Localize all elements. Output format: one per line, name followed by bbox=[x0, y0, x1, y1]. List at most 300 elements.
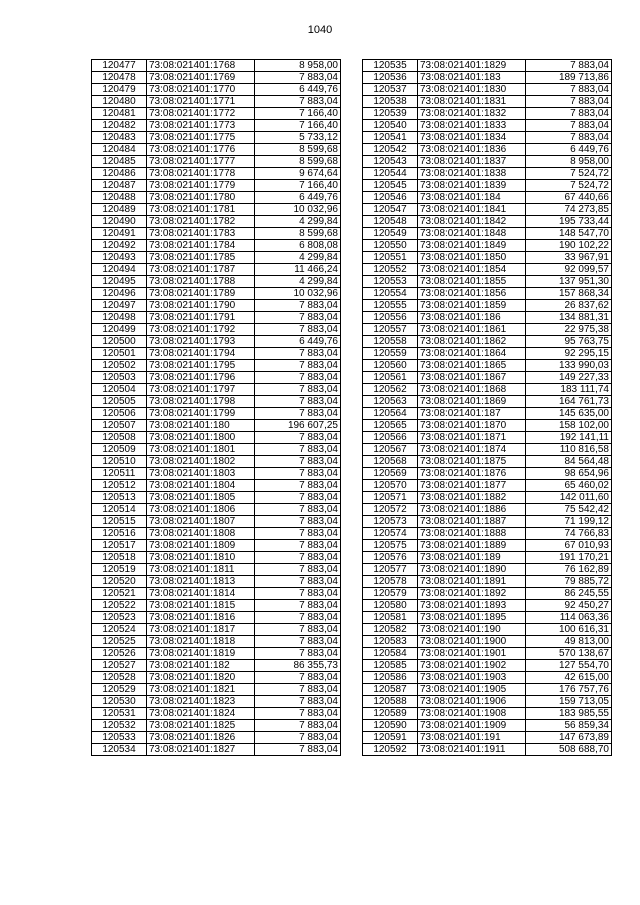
table-row bbox=[92, 336, 341, 348]
row-number-cell: 120491 bbox=[92, 228, 147, 240]
value-cell: 6 449,76 bbox=[255, 336, 341, 348]
value-cell: 33 967,91 bbox=[526, 252, 612, 264]
cadastral-number-cell: 73:08:021401:1780 bbox=[147, 192, 255, 204]
table-row bbox=[92, 528, 341, 540]
cadastral-number-cell: 73:08:021401:1875 bbox=[418, 456, 526, 468]
cadastral-number-cell: 73:08:021401:1859 bbox=[418, 300, 526, 312]
row-number-cell: 120479 bbox=[92, 84, 147, 96]
value-cell: 7 883,04 bbox=[255, 312, 341, 324]
left-register-table bbox=[91, 59, 341, 756]
cadastral-number-cell: 73:08:021401:1790 bbox=[147, 300, 255, 312]
value-cell: 8 958,00 bbox=[255, 60, 341, 72]
table-row bbox=[92, 576, 341, 588]
table-row bbox=[363, 204, 612, 216]
row-number-cell: 120566 bbox=[363, 432, 418, 444]
value-cell: 7 166,40 bbox=[255, 180, 341, 192]
cadastral-number-cell: 73:08:021401:1781 bbox=[147, 204, 255, 216]
table-row bbox=[92, 192, 341, 204]
cadastral-number-cell: 73:08:021401:1877 bbox=[418, 480, 526, 492]
table-row bbox=[363, 168, 612, 180]
row-number-cell: 120536 bbox=[363, 72, 418, 84]
table-row bbox=[363, 528, 612, 540]
value-cell: 7 883,04 bbox=[255, 480, 341, 492]
row-number-cell: 120532 bbox=[92, 720, 147, 732]
value-cell: 159 713,05 bbox=[526, 696, 612, 708]
cadastral-number-cell: 73:08:021401:1824 bbox=[147, 708, 255, 720]
cadastral-number-cell: 73:08:021401:1830 bbox=[418, 84, 526, 96]
table-row bbox=[363, 432, 612, 444]
cadastral-number-cell: 73:08:021401:1795 bbox=[147, 360, 255, 372]
table-row bbox=[92, 732, 341, 744]
value-cell: 7 883,04 bbox=[255, 528, 341, 540]
value-cell: 100 616,31 bbox=[526, 624, 612, 636]
value-cell: 149 227,33 bbox=[526, 372, 612, 384]
table-row bbox=[363, 252, 612, 264]
table-row bbox=[92, 564, 341, 576]
cadastral-number-cell: 73:08:021401:1874 bbox=[418, 444, 526, 456]
value-cell: 110 816,58 bbox=[526, 444, 612, 456]
value-cell: 190 102,22 bbox=[526, 240, 612, 252]
table-row bbox=[92, 552, 341, 564]
table-row bbox=[92, 216, 341, 228]
table-row bbox=[92, 360, 341, 372]
table-row bbox=[92, 708, 341, 720]
row-number-cell: 120550 bbox=[363, 240, 418, 252]
value-cell: 7 883,04 bbox=[255, 492, 341, 504]
row-number-cell: 120499 bbox=[92, 324, 147, 336]
row-number-cell: 120531 bbox=[92, 708, 147, 720]
cadastral-number-cell: 73:08:021401:1831 bbox=[418, 96, 526, 108]
table-row bbox=[363, 384, 612, 396]
row-number-cell: 120495 bbox=[92, 276, 147, 288]
cadastral-number-cell: 73:08:021401:1909 bbox=[418, 720, 526, 732]
row-number-cell: 120515 bbox=[92, 516, 147, 528]
row-number-cell: 120540 bbox=[363, 120, 418, 132]
value-cell: 137 951,30 bbox=[526, 276, 612, 288]
table-row bbox=[92, 660, 341, 672]
cadastral-number-cell: 73:08:021401:1819 bbox=[147, 648, 255, 660]
table-row bbox=[363, 312, 612, 324]
row-number-cell: 120502 bbox=[92, 360, 147, 372]
table-row bbox=[363, 744, 612, 756]
row-number-cell: 120483 bbox=[92, 132, 147, 144]
table-row bbox=[363, 288, 612, 300]
row-number-cell: 120546 bbox=[363, 192, 418, 204]
table-row bbox=[92, 480, 341, 492]
row-number-cell: 120516 bbox=[92, 528, 147, 540]
row-number-cell: 120535 bbox=[363, 60, 418, 72]
value-cell: 7 883,04 bbox=[255, 684, 341, 696]
table-row bbox=[363, 96, 612, 108]
table-row bbox=[363, 60, 612, 72]
value-cell: 158 102,00 bbox=[526, 420, 612, 432]
value-cell: 183 985,55 bbox=[526, 708, 612, 720]
row-number-cell: 120501 bbox=[92, 348, 147, 360]
cadastral-number-cell: 73:08:021401:1788 bbox=[147, 276, 255, 288]
table-row bbox=[363, 636, 612, 648]
table-row bbox=[92, 372, 341, 384]
cadastral-number-cell: 73:08:021401:1787 bbox=[147, 264, 255, 276]
row-number-cell: 120498 bbox=[92, 312, 147, 324]
row-number-cell: 120517 bbox=[92, 540, 147, 552]
row-number-cell: 120528 bbox=[92, 672, 147, 684]
table-row bbox=[363, 732, 612, 744]
value-cell: 134 881,31 bbox=[526, 312, 612, 324]
table-row bbox=[363, 492, 612, 504]
cadastral-number-cell: 73:08:021401:1850 bbox=[418, 252, 526, 264]
value-cell: 79 885,72 bbox=[526, 576, 612, 588]
cadastral-number-cell: 73:08:021401:1794 bbox=[147, 348, 255, 360]
cadastral-number-cell: 73:08:021401:1908 bbox=[418, 708, 526, 720]
value-cell: 7 883,04 bbox=[255, 456, 341, 468]
cadastral-number-cell: 73:08:021401:183 bbox=[418, 72, 526, 84]
table-row bbox=[92, 540, 341, 552]
row-number-cell: 120505 bbox=[92, 396, 147, 408]
cadastral-number-cell: 73:08:021401:1861 bbox=[418, 324, 526, 336]
cadastral-number-cell: 73:08:021401:1797 bbox=[147, 384, 255, 396]
cadastral-number-cell: 73:08:021401:1798 bbox=[147, 396, 255, 408]
cadastral-number-cell: 73:08:021401:1823 bbox=[147, 696, 255, 708]
row-number-cell: 120545 bbox=[363, 180, 418, 192]
row-number-cell: 120494 bbox=[92, 264, 147, 276]
cadastral-number-cell: 73:08:021401:1886 bbox=[418, 504, 526, 516]
cadastral-number-cell: 73:08:021401:1882 bbox=[418, 492, 526, 504]
cadastral-number-cell: 73:08:021401:1900 bbox=[418, 636, 526, 648]
cadastral-number-cell: 73:08:021401:1801 bbox=[147, 444, 255, 456]
value-cell: 145 635,00 bbox=[526, 408, 612, 420]
cadastral-number-cell: 73:08:021401:1769 bbox=[147, 72, 255, 84]
table-row bbox=[363, 108, 612, 120]
value-cell: 7 883,04 bbox=[526, 60, 612, 72]
value-cell: 148 547,70 bbox=[526, 228, 612, 240]
cadastral-number-cell: 73:08:021401:1768 bbox=[147, 60, 255, 72]
row-number-cell: 120530 bbox=[92, 696, 147, 708]
page-number: 1040 bbox=[307, 24, 333, 36]
row-number-cell: 120558 bbox=[363, 336, 418, 348]
row-number-cell: 120525 bbox=[92, 636, 147, 648]
row-number-cell: 120478 bbox=[92, 72, 147, 84]
row-number-cell: 120582 bbox=[363, 624, 418, 636]
table-row bbox=[92, 180, 341, 192]
value-cell: 7 883,04 bbox=[255, 696, 341, 708]
table-row bbox=[363, 708, 612, 720]
table-row bbox=[363, 504, 612, 516]
value-cell: 7 883,04 bbox=[255, 408, 341, 420]
row-number-cell: 120506 bbox=[92, 408, 147, 420]
cadastral-number-cell: 73:08:021401:1799 bbox=[147, 408, 255, 420]
table-row bbox=[92, 588, 341, 600]
value-cell: 76 162,89 bbox=[526, 564, 612, 576]
value-cell: 508 688,70 bbox=[526, 744, 612, 756]
value-cell: 4 299,84 bbox=[255, 216, 341, 228]
table-row bbox=[92, 240, 341, 252]
row-number-cell: 120529 bbox=[92, 684, 147, 696]
row-number-cell: 120588 bbox=[363, 696, 418, 708]
value-cell: 7 883,04 bbox=[255, 708, 341, 720]
value-cell: 7 883,04 bbox=[255, 468, 341, 480]
row-number-cell: 120522 bbox=[92, 600, 147, 612]
row-number-cell: 120543 bbox=[363, 156, 418, 168]
table-row bbox=[92, 324, 341, 336]
value-cell: 95 763,75 bbox=[526, 336, 612, 348]
cadastral-number-cell: 73:08:021401:1803 bbox=[147, 468, 255, 480]
cadastral-number-cell: 73:08:021401:1811 bbox=[147, 564, 255, 576]
cadastral-number-cell: 73:08:021401:1775 bbox=[147, 132, 255, 144]
value-cell: 56 859,34 bbox=[526, 720, 612, 732]
table-row bbox=[363, 360, 612, 372]
value-cell: 191 170,21 bbox=[526, 552, 612, 564]
value-cell: 8 599,68 bbox=[255, 156, 341, 168]
value-cell: 189 713,86 bbox=[526, 72, 612, 84]
right-register-table bbox=[362, 59, 612, 756]
row-number-cell: 120521 bbox=[92, 588, 147, 600]
table-row bbox=[363, 468, 612, 480]
table-row bbox=[92, 420, 341, 432]
cadastral-number-cell: 73:08:021401:1810 bbox=[147, 552, 255, 564]
value-cell: 192 141,11 bbox=[526, 432, 612, 444]
table-row bbox=[92, 300, 341, 312]
value-cell: 7 524,72 bbox=[526, 168, 612, 180]
value-cell: 7 883,04 bbox=[255, 624, 341, 636]
table-row bbox=[92, 168, 341, 180]
value-cell: 74 766,83 bbox=[526, 528, 612, 540]
row-number-cell: 120513 bbox=[92, 492, 147, 504]
value-cell: 7 883,04 bbox=[255, 72, 341, 84]
row-number-cell: 120547 bbox=[363, 204, 418, 216]
value-cell: 7 883,04 bbox=[255, 720, 341, 732]
value-cell: 26 837,62 bbox=[526, 300, 612, 312]
value-cell: 11 466,24 bbox=[255, 264, 341, 276]
cadastral-number-cell: 73:08:021401:1867 bbox=[418, 372, 526, 384]
cadastral-number-cell: 73:08:021401:1864 bbox=[418, 348, 526, 360]
value-cell: 7 883,04 bbox=[255, 300, 341, 312]
table-row bbox=[363, 624, 612, 636]
table-row bbox=[363, 240, 612, 252]
row-number-cell: 120581 bbox=[363, 612, 418, 624]
row-number-cell: 120526 bbox=[92, 648, 147, 660]
table-row bbox=[363, 72, 612, 84]
row-number-cell: 120561 bbox=[363, 372, 418, 384]
cadastral-number-cell: 73:08:021401:1888 bbox=[418, 528, 526, 540]
value-cell: 7 883,04 bbox=[255, 648, 341, 660]
value-cell: 67 440,66 bbox=[526, 192, 612, 204]
cadastral-number-cell: 73:08:021401:1804 bbox=[147, 480, 255, 492]
cadastral-number-cell: 73:08:021401:1796 bbox=[147, 372, 255, 384]
value-cell: 75 542,42 bbox=[526, 504, 612, 516]
row-number-cell: 120570 bbox=[363, 480, 418, 492]
table-row bbox=[92, 144, 341, 156]
value-cell: 7 883,04 bbox=[255, 576, 341, 588]
row-number-cell: 120534 bbox=[92, 744, 147, 756]
table-row bbox=[92, 696, 341, 708]
table-row bbox=[92, 456, 341, 468]
row-number-cell: 120552 bbox=[363, 264, 418, 276]
table-row bbox=[363, 660, 612, 672]
table-row bbox=[92, 744, 341, 756]
value-cell: 7 883,04 bbox=[255, 744, 341, 756]
row-number-cell: 120564 bbox=[363, 408, 418, 420]
table-row bbox=[92, 432, 341, 444]
value-cell: 7 883,04 bbox=[526, 120, 612, 132]
row-number-cell: 120555 bbox=[363, 300, 418, 312]
table-row bbox=[92, 396, 341, 408]
cadastral-number-cell: 73:08:021401:1814 bbox=[147, 588, 255, 600]
value-cell: 7 883,04 bbox=[255, 516, 341, 528]
row-number-cell: 120518 bbox=[92, 552, 147, 564]
cadastral-number-cell: 73:08:021401:180 bbox=[147, 420, 255, 432]
table-row bbox=[92, 720, 341, 732]
table-row bbox=[363, 600, 612, 612]
table-row bbox=[92, 72, 341, 84]
table-row bbox=[363, 672, 612, 684]
row-number-cell: 120568 bbox=[363, 456, 418, 468]
table-row bbox=[92, 468, 341, 480]
table-row bbox=[92, 384, 341, 396]
table-row bbox=[363, 216, 612, 228]
row-number-cell: 120557 bbox=[363, 324, 418, 336]
row-number-cell: 120481 bbox=[92, 108, 147, 120]
table-row bbox=[92, 672, 341, 684]
cadastral-number-cell: 73:08:021401:1817 bbox=[147, 624, 255, 636]
table-row bbox=[363, 84, 612, 96]
table-row bbox=[363, 372, 612, 384]
table-row bbox=[363, 144, 612, 156]
row-number-cell: 120591 bbox=[363, 732, 418, 744]
row-number-cell: 120510 bbox=[92, 456, 147, 468]
table-row bbox=[92, 228, 341, 240]
row-number-cell: 120519 bbox=[92, 564, 147, 576]
row-number-cell: 120567 bbox=[363, 444, 418, 456]
cadastral-number-cell: 73:08:021401:1862 bbox=[418, 336, 526, 348]
cadastral-number-cell: 73:08:021401:1770 bbox=[147, 84, 255, 96]
value-cell: 7 883,04 bbox=[255, 96, 341, 108]
row-number-cell: 120486 bbox=[92, 168, 147, 180]
row-number-cell: 120584 bbox=[363, 648, 418, 660]
row-number-cell: 120549 bbox=[363, 228, 418, 240]
value-cell: 7 883,04 bbox=[255, 612, 341, 624]
cadastral-number-cell: 73:08:021401:1829 bbox=[418, 60, 526, 72]
table-row bbox=[92, 204, 341, 216]
table-row bbox=[363, 132, 612, 144]
row-number-cell: 120493 bbox=[92, 252, 147, 264]
row-number-cell: 120569 bbox=[363, 468, 418, 480]
cadastral-number-cell: 73:08:021401:1789 bbox=[147, 288, 255, 300]
value-cell: 570 138,67 bbox=[526, 648, 612, 660]
table-row bbox=[92, 684, 341, 696]
value-cell: 7 883,04 bbox=[255, 396, 341, 408]
cadastral-number-cell: 73:08:021401:189 bbox=[418, 552, 526, 564]
cadastral-number-cell: 73:08:021401:1839 bbox=[418, 180, 526, 192]
row-number-cell: 120589 bbox=[363, 708, 418, 720]
cadastral-number-cell: 73:08:021401:1826 bbox=[147, 732, 255, 744]
table-row bbox=[363, 612, 612, 624]
value-cell: 196 607,25 bbox=[255, 420, 341, 432]
row-number-cell: 120544 bbox=[363, 168, 418, 180]
cadastral-number-cell: 73:08:021401:1849 bbox=[418, 240, 526, 252]
row-number-cell: 120514 bbox=[92, 504, 147, 516]
row-number-cell: 120565 bbox=[363, 420, 418, 432]
value-cell: 65 460,02 bbox=[526, 480, 612, 492]
row-number-cell: 120504 bbox=[92, 384, 147, 396]
row-number-cell: 120480 bbox=[92, 96, 147, 108]
row-number-cell: 120503 bbox=[92, 372, 147, 384]
table-row bbox=[92, 96, 341, 108]
row-number-cell: 120553 bbox=[363, 276, 418, 288]
cadastral-number-cell: 73:08:021401:1905 bbox=[418, 684, 526, 696]
value-cell: 7 166,40 bbox=[255, 120, 341, 132]
row-number-cell: 120539 bbox=[363, 108, 418, 120]
cadastral-number-cell: 73:08:021401:1815 bbox=[147, 600, 255, 612]
value-cell: 7 883,04 bbox=[255, 384, 341, 396]
cadastral-number-cell: 73:08:021401:1818 bbox=[147, 636, 255, 648]
cadastral-number-cell: 73:08:021401:1842 bbox=[418, 216, 526, 228]
value-cell: 7 166,40 bbox=[255, 108, 341, 120]
table-row bbox=[363, 348, 612, 360]
value-cell: 7 883,04 bbox=[255, 324, 341, 336]
value-cell: 127 554,70 bbox=[526, 660, 612, 672]
table-row bbox=[92, 612, 341, 624]
value-cell: 84 564,48 bbox=[526, 456, 612, 468]
value-cell: 147 673,89 bbox=[526, 732, 612, 744]
row-number-cell: 120527 bbox=[92, 660, 147, 672]
cadastral-number-cell: 73:08:021401:1802 bbox=[147, 456, 255, 468]
row-number-cell: 120523 bbox=[92, 612, 147, 624]
value-cell: 164 761,73 bbox=[526, 396, 612, 408]
cadastral-number-cell: 73:08:021401:1889 bbox=[418, 540, 526, 552]
row-number-cell: 120580 bbox=[363, 600, 418, 612]
table-row bbox=[92, 108, 341, 120]
cadastral-number-cell: 73:08:021401:1902 bbox=[418, 660, 526, 672]
cadastral-number-cell: 73:08:021401:1876 bbox=[418, 468, 526, 480]
cadastral-number-cell: 73:08:021401:1868 bbox=[418, 384, 526, 396]
table-row bbox=[363, 516, 612, 528]
row-number-cell: 120577 bbox=[363, 564, 418, 576]
value-cell: 7 883,04 bbox=[526, 132, 612, 144]
cadastral-number-cell: 73:08:021401:1785 bbox=[147, 252, 255, 264]
table-row bbox=[363, 300, 612, 312]
table-row bbox=[92, 408, 341, 420]
cadastral-number-cell: 73:08:021401:1893 bbox=[418, 600, 526, 612]
table-row bbox=[363, 408, 612, 420]
cadastral-number-cell: 73:08:021401:1776 bbox=[147, 144, 255, 156]
row-number-cell: 120482 bbox=[92, 120, 147, 132]
cadastral-number-cell: 73:08:021401:1870 bbox=[418, 420, 526, 432]
table-row bbox=[363, 336, 612, 348]
cadastral-number-cell: 73:08:021401:1855 bbox=[418, 276, 526, 288]
value-cell: 7 883,04 bbox=[255, 372, 341, 384]
table-row bbox=[363, 696, 612, 708]
row-number-cell: 120512 bbox=[92, 480, 147, 492]
table-row bbox=[92, 504, 341, 516]
row-number-cell: 120524 bbox=[92, 624, 147, 636]
cadastral-number-cell: 73:08:021401:1848 bbox=[418, 228, 526, 240]
cadastral-number-cell: 73:08:021401:1838 bbox=[418, 168, 526, 180]
row-number-cell: 120579 bbox=[363, 588, 418, 600]
value-cell: 7 883,04 bbox=[526, 84, 612, 96]
value-cell: 142 011,60 bbox=[526, 492, 612, 504]
row-number-cell: 120587 bbox=[363, 684, 418, 696]
table-row bbox=[92, 624, 341, 636]
cadastral-number-cell: 73:08:021401:1854 bbox=[418, 264, 526, 276]
value-cell: 183 111,74 bbox=[526, 384, 612, 396]
row-number-cell: 120487 bbox=[92, 180, 147, 192]
row-number-cell: 120560 bbox=[363, 360, 418, 372]
row-number-cell: 120538 bbox=[363, 96, 418, 108]
value-cell: 6 449,76 bbox=[255, 84, 341, 96]
cadastral-number-cell: 73:08:021401:1779 bbox=[147, 180, 255, 192]
cadastral-number-cell: 73:08:021401:1783 bbox=[147, 228, 255, 240]
table-row bbox=[363, 576, 612, 588]
